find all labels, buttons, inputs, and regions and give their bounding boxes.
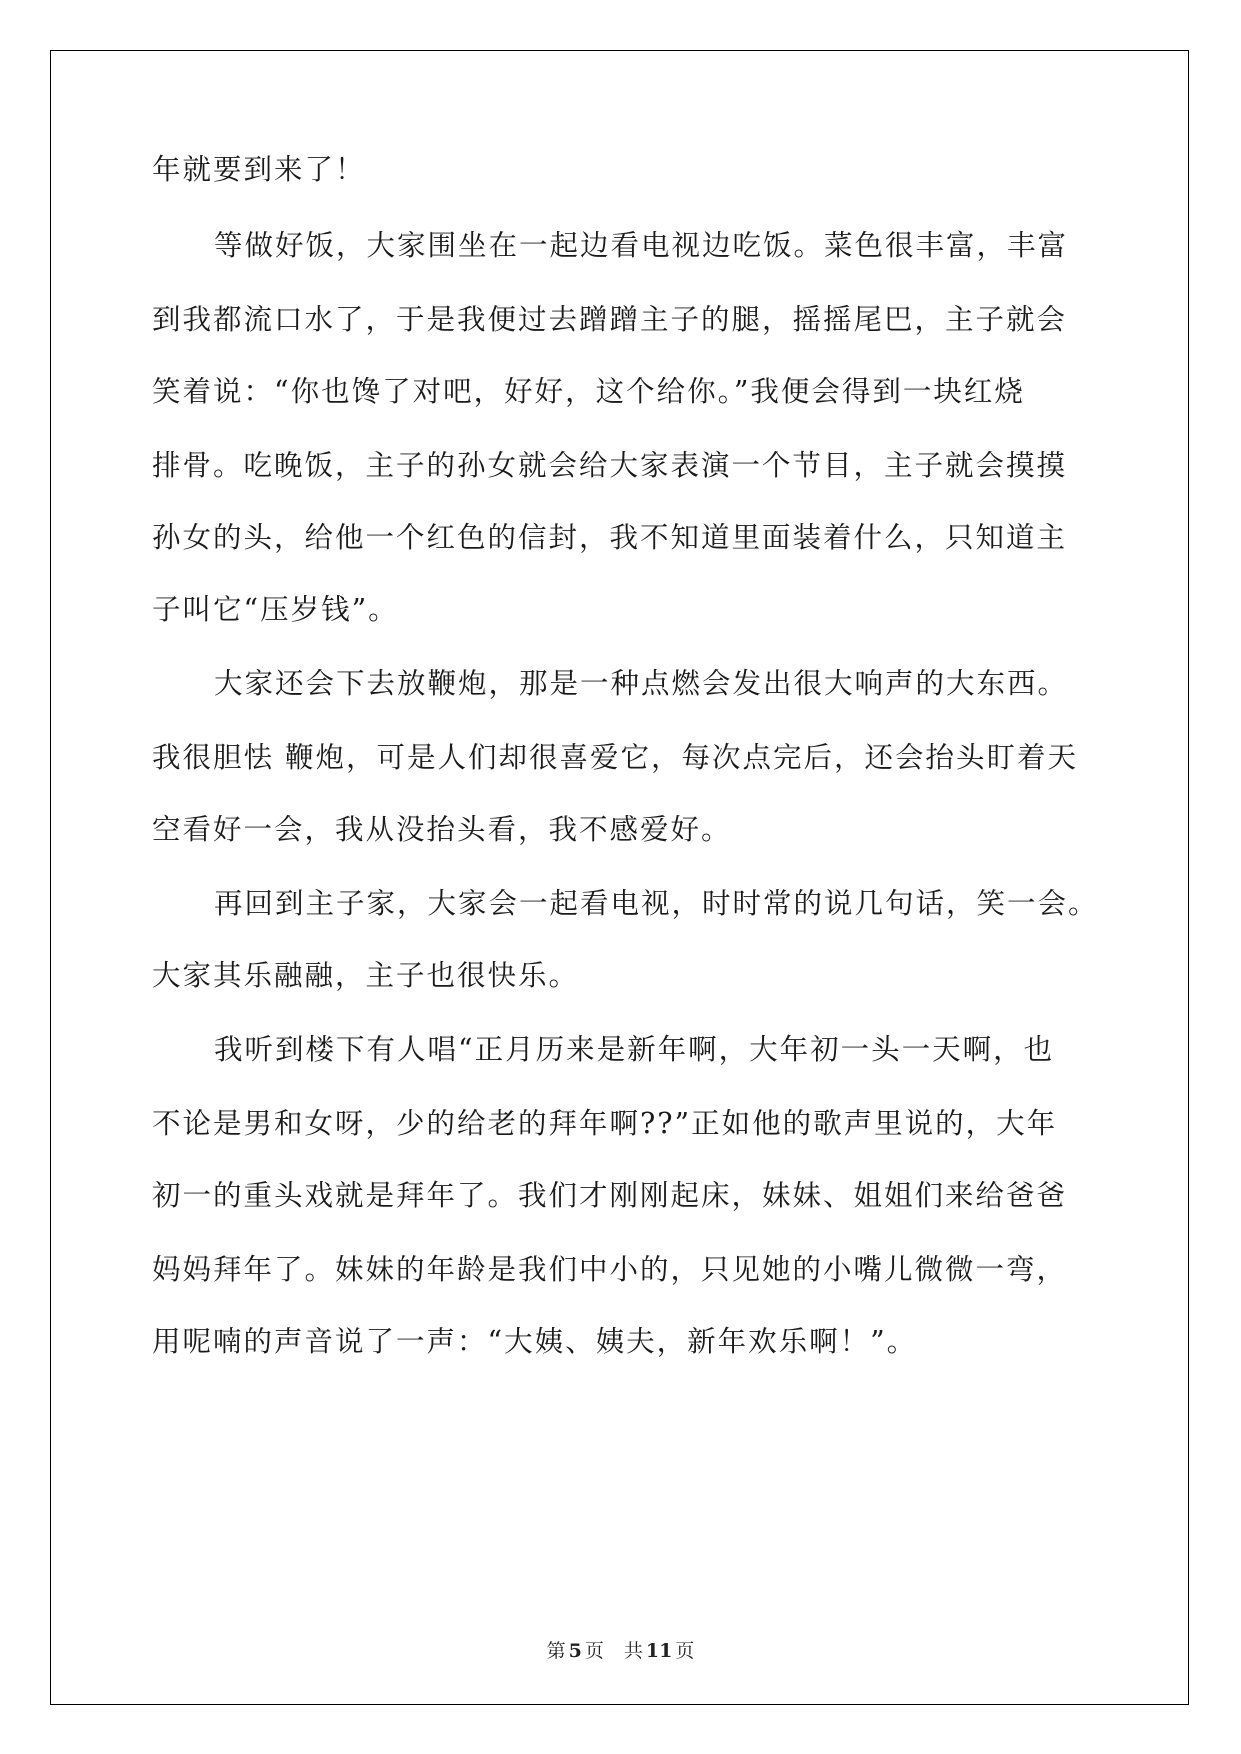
total-suffix: 页 <box>675 1640 695 1662</box>
paragraph-start-line: 我听到楼下有人唱“正月历来是新年啊，大年初一头一天啊，也 <box>214 1033 1055 1066</box>
page-prefix: 第 <box>546 1640 566 1662</box>
text-line: 用呢喃的声音说了一声：“大姨、姨夫，新年欢乐啊！”。 <box>152 1325 918 1358</box>
text-line: 空看好一会，我从没抬头看，我不感爱好。 <box>152 813 732 846</box>
total-pages: 11 <box>645 1640 673 1662</box>
text-line: 子叫它“压岁钱”。 <box>152 593 399 626</box>
text-line: 孙女的头，给他一个红色的信封，我不知道里面装着什么，只知道主 <box>152 521 1068 554</box>
paragraph-start-line: 再回到主子家，大家会一起看电视，时时常的说几句话，笑一会。 <box>214 887 1099 920</box>
text-line: 不论是男和女呀，少的给老的拜年啊??”正如他的歌声里说的，大年 <box>152 1107 1058 1140</box>
text-line: 到我都流口水了，于是我便过去蹭蹭主子的腿，摇摇尾巴，主子就会 <box>152 303 1068 336</box>
paragraph-start-line: 等做好饭，大家围坐在一起边看电视边吃饭。菜色很丰富，丰富 <box>214 229 1069 262</box>
page-footer <box>0 1636 1241 1663</box>
paragraph-start-line: 大家还会下去放鞭炮，那是一种点燃会发出很大响声的大东西。 <box>214 667 1069 700</box>
text-line: 初一的重头戏就是拜年了。我们才刚刚起床，妹妹、姐姐们来给爸爸 <box>152 1179 1068 1212</box>
page-number: 5 <box>568 1640 582 1662</box>
page-suffix: 页 <box>584 1640 604 1662</box>
text-line: 年就要到来了！ <box>152 153 366 186</box>
text-line: 我很胆怯 鞭炮，可是人们却很喜爱它，每次点完后，还会抬头盯着天 <box>152 741 1079 774</box>
text-line: 笑着说：“你也馋了对吧，好好，这个给你。”我便会得到一块红烧 <box>152 375 1025 408</box>
text-line: 妈妈拜年了。妹妹的年龄是我们中小的，只见她的小嘴儿微微一弯， <box>152 1253 1068 1286</box>
page-border <box>50 50 1189 1705</box>
total-prefix: 共 <box>623 1640 643 1662</box>
text-line: 排骨。吃晚饭，主子的孙女就会给大家表演一个节目，主子就会摸摸 <box>152 449 1068 482</box>
text-line: 大家其乐融融，主子也很快乐。 <box>152 959 580 992</box>
